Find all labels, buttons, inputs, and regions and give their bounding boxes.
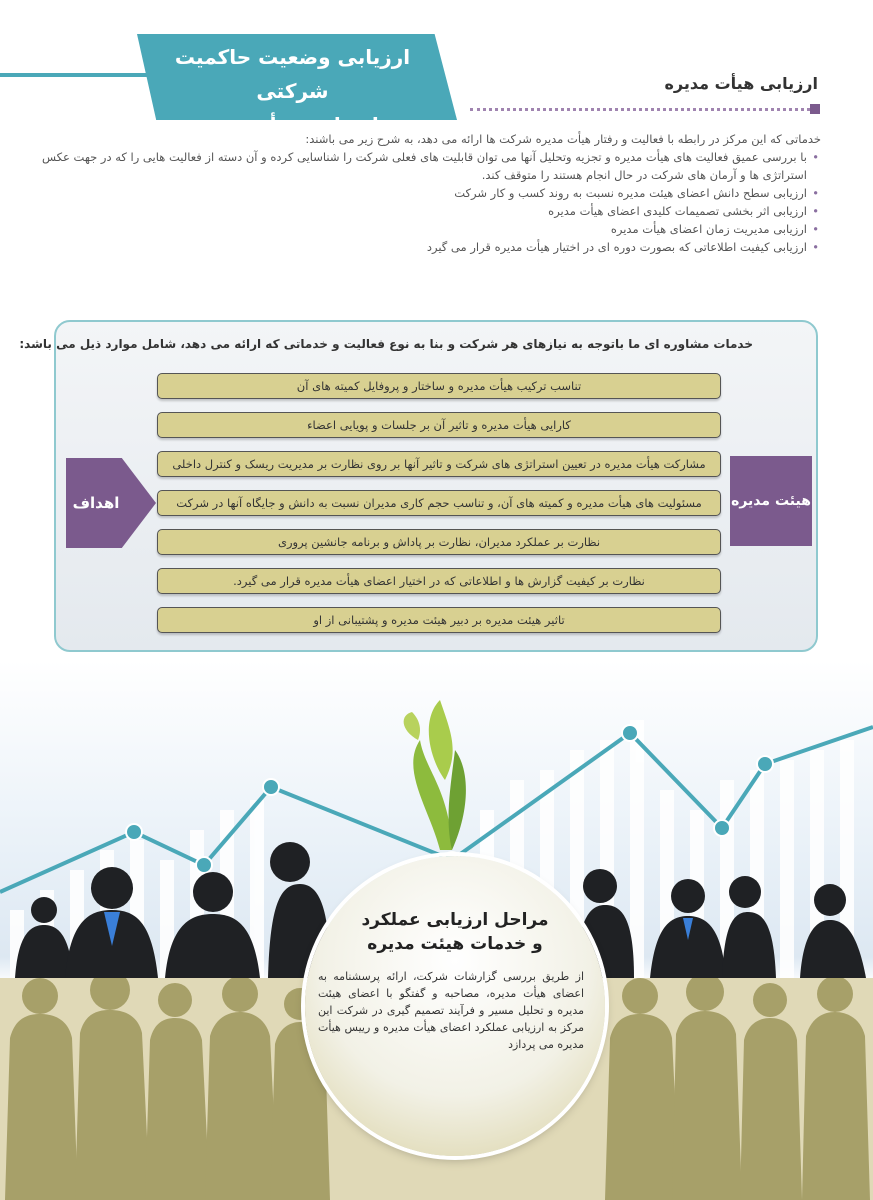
process-title-line-1: مراحل ارزیابی عملکرد bbox=[361, 910, 549, 930]
goals-arrow-label: اهداف bbox=[72, 494, 120, 512]
process-title bbox=[320, 908, 590, 956]
intro-list-item: • ارزیابی سطح دانش اعضای هیئت مدیره نسبت به روند کسب و کار شرکت bbox=[31, 184, 807, 202]
intro-list-item: • ارزیابی کیفیت اطلاعاتی که بصورت دوره ای در اختیار هیأت مدیره قرار می گیرد bbox=[31, 238, 807, 256]
goal-item: تاثیر هیئت مدیره بر دبیر هیئت مدیره و پشتیبانی از او bbox=[157, 607, 721, 633]
intro-lead: خدماتی که این مرکز در رابطه با فعالیت و رفتار هیأت مدیره شرکت ها ارائه می دهد، به شرح زیر می باشند: bbox=[305, 132, 821, 146]
page-title-line-2: و ارزیابی هیأت مدیره bbox=[186, 113, 399, 137]
goal-item: نظارت بر کیفیت گزارش ها و اطلاعاتی که در اختیار اعضای هیأت مدیره قرار می گیرد. bbox=[157, 568, 721, 594]
board-label-box: هیئت مدیره bbox=[730, 456, 812, 546]
section-title: ارزیابی هیأت مدیره bbox=[664, 74, 818, 93]
goal-item: کارایی هیأت مدیره و تاثیر آن بر جلسات و پویایی اعضاء bbox=[157, 412, 721, 438]
intro-list-item: • ارزیابی مدیریت زمان اعضای هیأت مدیره bbox=[31, 220, 807, 238]
goals-heading: خدمات مشاوره ای ما باتوجه به نیازهای هر شرکت و بنا به نوع فعالیت و خدماتی که ارائه می دهد، شامل موارد ذیل می باشد: bbox=[19, 337, 753, 351]
process-description: از طریق بررسی گزارشات شرکت، ارائه پرسشنامه به اعضای هیأت مدیره، مصاحبه و گفتگو با اعضای هیئت مدیره و تحلیل مسیر و فرآیند تصمیم گیری در شرکت این مرکز به ارزیابی عملکرد اعضای هیأت مدیره و رییس هیأت مدیره می پردازد bbox=[318, 970, 584, 1051]
page-title-line-1: ارزیابی وضعیت حاکمیت شرکتی bbox=[174, 45, 411, 103]
banner-accent-line bbox=[0, 73, 150, 77]
dotted-divider bbox=[470, 108, 810, 111]
goal-item: نظارت بر عملکرد مدیران، نظارت بر پاداش و برنامه جانشین پروری bbox=[157, 529, 721, 555]
goals-panel bbox=[54, 320, 818, 652]
goal-item: مشارکت هیأت مدیره در تعیین استراتژی های شرکت و تاثیر آنها بر روی نظارت بر مدیریت ریسک و کنترل داخلی bbox=[157, 451, 721, 477]
intro-list-item: • ارزیابی اثر بخشی تصمیمات کلیدی اعضای هیأت مدیره bbox=[31, 202, 807, 220]
intro-text bbox=[31, 130, 821, 256]
goal-item: تناسب ترکیب هیأت مدیره و ساختار و پروفایل کمیته های آن bbox=[157, 373, 721, 399]
sprout-icon bbox=[404, 700, 466, 850]
page-title bbox=[150, 40, 435, 142]
intro-list-item: • با بررسی عمیق فعالیت های هیأت مدیره و تجزیه وتحلیل آنها می توان قابلیت های فعلی شرکت را شناسایی کرده و آن دسته از فعالیت هایی را که در جهت عکس استراتژی ها و آرمان های شرکت در حال انجام هستند را متوقف کند. bbox=[31, 148, 807, 184]
goal-item: مسئولیت های هیأت مدیره و کمیته های آن، و تناسب حجم کاری مدیران نسبت به دانش و جایگاه آنها در شرکت bbox=[157, 490, 721, 516]
divider-marker bbox=[810, 104, 820, 114]
intro-list bbox=[31, 148, 821, 256]
process-title-line-2: و خدمات هیئت مدیره bbox=[367, 934, 543, 954]
